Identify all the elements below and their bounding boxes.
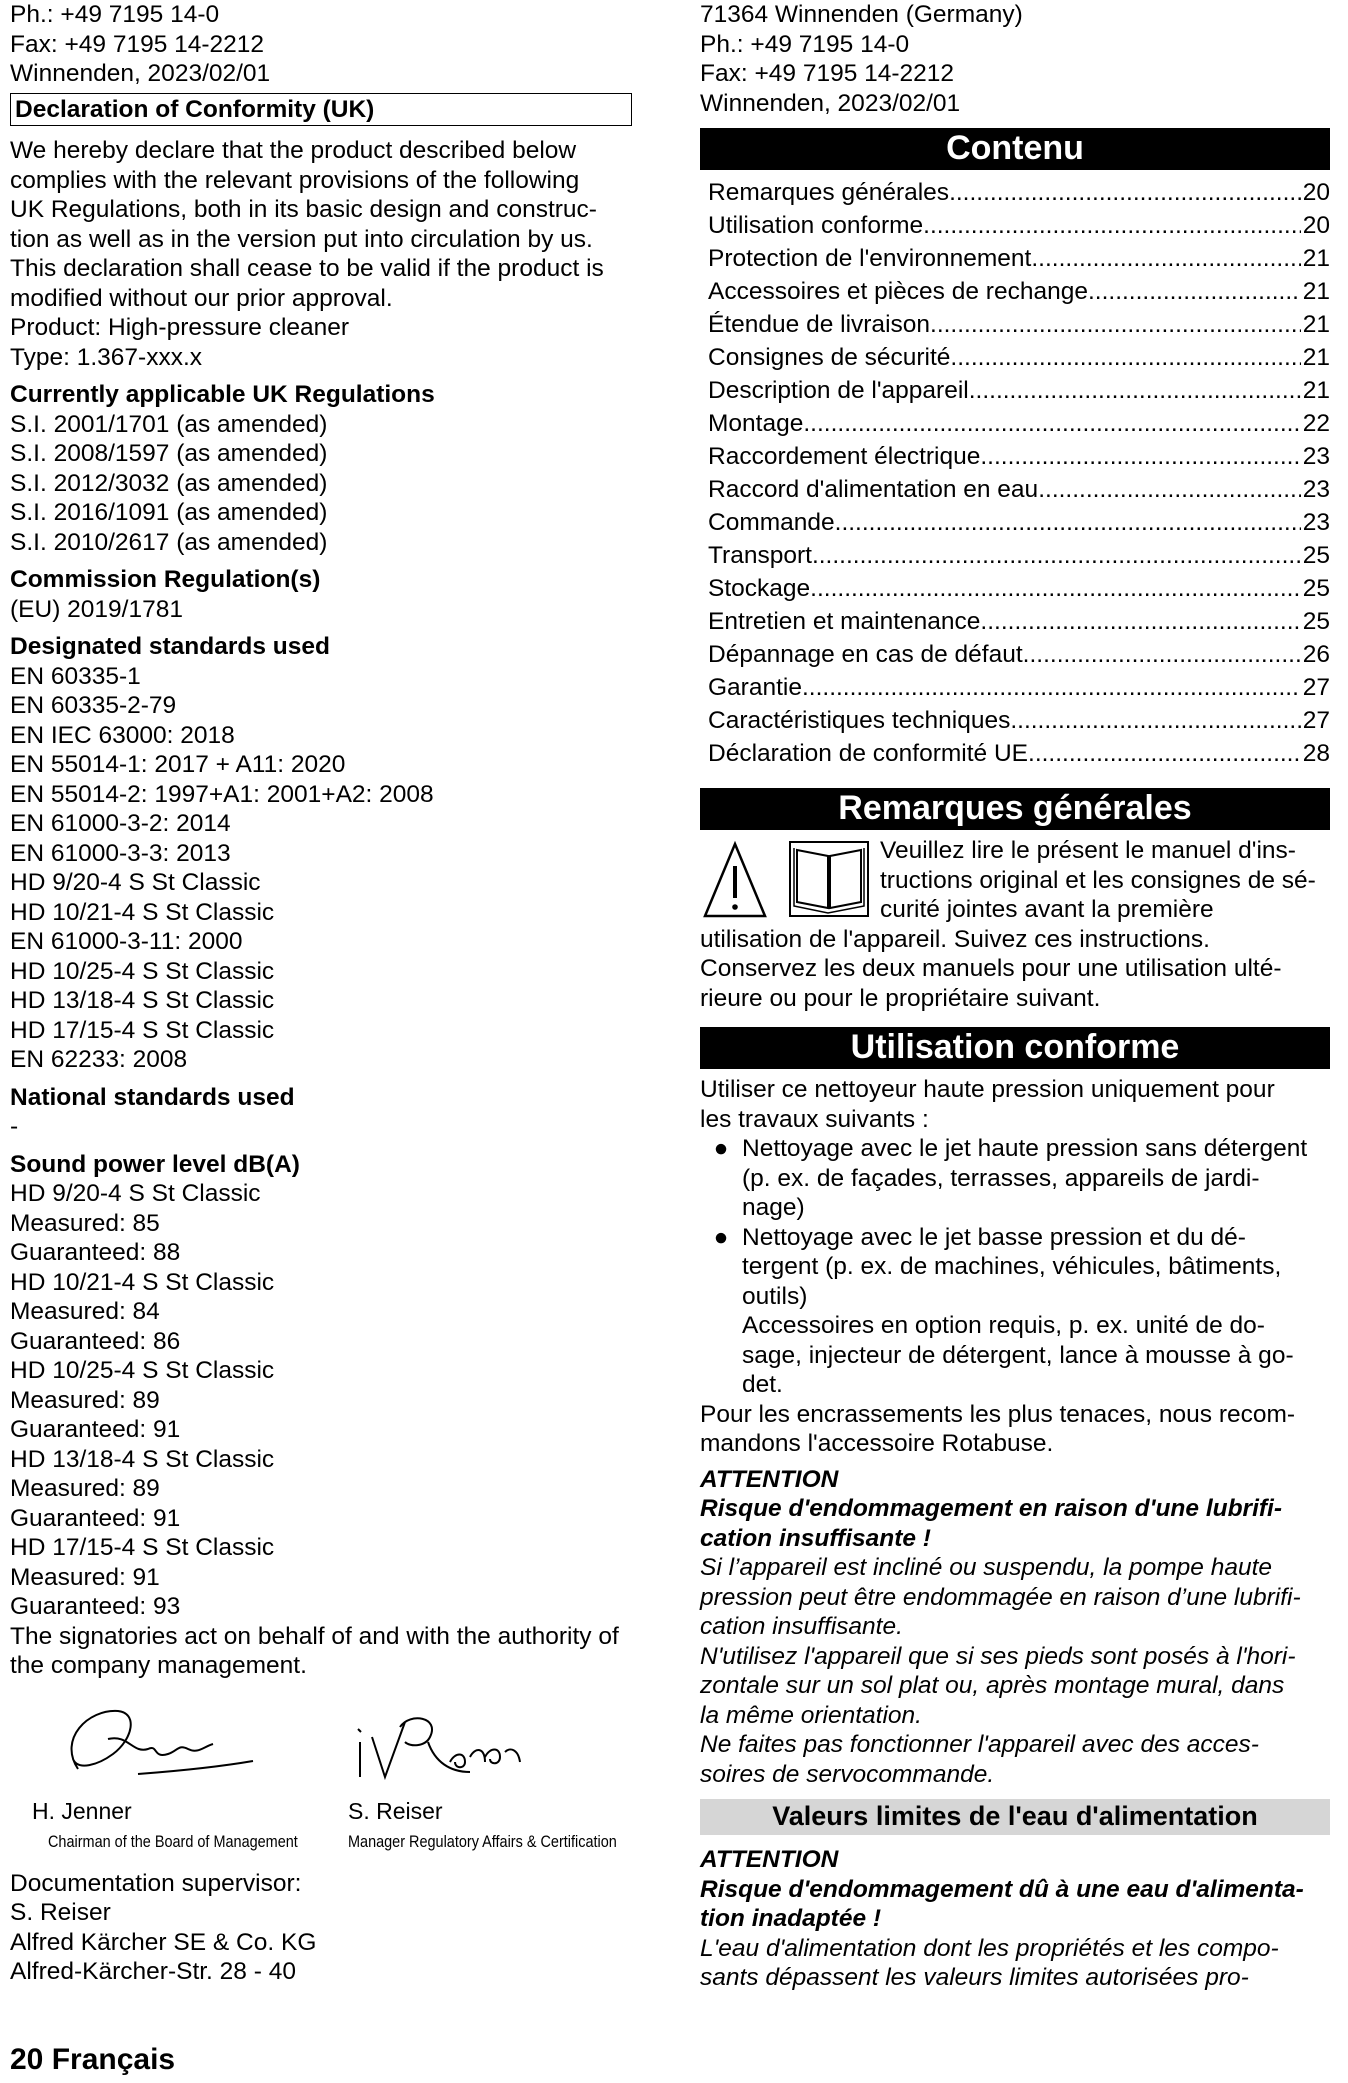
toc-page: 21: [1302, 377, 1330, 404]
attention-label: ATTENTION: [700, 1465, 839, 1493]
toc-page: 21: [1302, 278, 1330, 305]
attention-text: pression peut être endommagée en raison d’une lubrifi-: [700, 1583, 1301, 1611]
text-line: rieure ou pour le propriétaire suivant.: [700, 984, 1101, 1012]
toc-page: 27: [1302, 707, 1330, 734]
text-line: The signatories act on behalf of and with the authority of: [10, 1622, 619, 1650]
attention-title: cation insuffisante !: [700, 1524, 931, 1552]
text-line: tion as well as in the version put into circulation by us.: [10, 225, 593, 253]
list-item: S.I. 2008/1597 (as amended): [10, 440, 328, 467]
attention-text: N'utilisez l'appareil que si ses pieds sont posés à l'hori-: [700, 1642, 1296, 1670]
text-line: complies with the relevant provisions of the following: [10, 166, 580, 194]
toc-entry[interactable]: [708, 737, 1330, 770]
toc-title: Commande: [708, 509, 835, 536]
toc-page: 25: [1302, 542, 1330, 569]
toc-page: 21: [1302, 245, 1330, 272]
attention-text: Si l’appareil est incliné ou suspendu, la pompe haute: [700, 1554, 1273, 1581]
text-line: utilisation de l'appareil. Suivez ces instructions.: [700, 925, 1210, 953]
use-heading: Utilisation conforme: [700, 1027, 1330, 1069]
text-line: Nettoyage avec le jet basse pression et du dé-: [742, 1223, 1246, 1251]
toc-entry[interactable]: [708, 275, 1330, 308]
list-item: EN 60335-1: [10, 662, 141, 690]
list-item: HD 10/25-4 S St Classic: [10, 1357, 275, 1384]
toc-title: Garantie: [708, 674, 802, 701]
toc-page: 25: [1302, 575, 1330, 602]
list-item: Measured: 89: [10, 1386, 160, 1414]
contact-line: Winnenden, 2023/02/01: [700, 89, 961, 117]
bullet-item: [700, 1223, 1330, 1400]
page-number: 20: [10, 2043, 44, 2076]
toc-title: Utilisation conforme: [708, 212, 924, 239]
list-item: HD 10/21-4 S St Classic: [10, 898, 275, 926]
toc-entry[interactable]: [708, 440, 1330, 473]
signer-name: S. Reiser: [348, 1797, 443, 1824]
toc-page: 22: [1302, 410, 1330, 437]
toc-title: Raccord d'alimentation en eau: [708, 476, 1039, 503]
contact-line: 71364 Winnenden (Germany): [700, 1, 1023, 28]
list-item: EN IEC 63000: 2018: [10, 721, 235, 749]
list-item: EN 60335-2-79: [10, 692, 177, 719]
toc-title: Consignes de sécurité: [708, 344, 951, 371]
contact-block: [10, 0, 640, 89]
toc-entry[interactable]: [708, 407, 1330, 440]
toc-page: 25: [1302, 608, 1330, 635]
general-section: [700, 836, 1330, 1013]
left-column: [10, 0, 640, 1987]
list-item: HD 13/18-4 S St Classic: [10, 1445, 275, 1473]
list-item: Guaranteed: 91: [10, 1416, 181, 1443]
list-item: Guaranteed: 93: [10, 1593, 181, 1620]
section-heading: Commission Regulation(s): [10, 566, 321, 593]
list-item: HD 9/20-4 S St Classic: [10, 1180, 261, 1207]
list-item: EN 55014-2: 1997+A1: 2001+A2: 2008: [10, 780, 434, 808]
text-line: Nettoyage avec le jet haute pression sans détergent: [742, 1135, 1308, 1162]
toc-title: Montage: [708, 410, 804, 437]
text-line: nage): [742, 1194, 805, 1221]
toc-page: 23: [1302, 509, 1330, 536]
toc-title: Protection de l'environnement: [708, 245, 1032, 272]
toc-title: Étendue de livraison: [708, 311, 931, 338]
toc-page: 21: [1302, 311, 1330, 338]
signer-role: Manager Regulatory Affairs & Certification: [348, 1831, 617, 1851]
toc-page: 20: [1302, 212, 1330, 239]
toc-title: Description de l'appareil: [708, 377, 969, 404]
contents-heading: Contenu: [700, 128, 1330, 170]
contact-line: Ph.: +49 7195 14-0: [700, 30, 910, 58]
supervisor-block: [10, 1869, 640, 1987]
signer-role: Chairman of the Board of Management: [48, 1831, 298, 1851]
list-item: HD 13/18-4 S St Classic: [10, 987, 275, 1014]
toc-entry[interactable]: [708, 374, 1330, 407]
page-footer: [10, 2043, 175, 2077]
toc-title: Dépannage en cas de défaut: [708, 641, 1023, 668]
list-item: EN 55014-1: 2017 + A11: 2020: [10, 751, 346, 778]
list-item: HD 9/20-4 S St Classic: [10, 869, 261, 896]
list-item: S.I. 2001/1701 (as amended): [10, 410, 328, 438]
attention-title: tion inadaptée !: [700, 1905, 882, 1932]
text-line: mandons l'accessoire Rotabuse.: [700, 1430, 1054, 1457]
toc-title: Caractéristiques techniques: [708, 707, 1011, 734]
attention-text: sants dépassent les valeurs limites autorisées pro-: [700, 1964, 1249, 1991]
attention-text: soires de servocommande.: [700, 1760, 995, 1788]
list-item: HD 17/15-4 S St Classic: [10, 1534, 275, 1561]
signature-reiser: [350, 1707, 530, 1787]
toc-page: 26: [1302, 641, 1330, 668]
toc-entry[interactable]: [708, 209, 1330, 242]
text-line: sage, injecteur de détergent, lance à mousse à go-: [742, 1341, 1294, 1369]
list-item: S.I. 2016/1091 (as amended): [10, 499, 328, 526]
sound-power-list: [10, 1179, 640, 1622]
toc-title: Remarques générales: [708, 179, 950, 206]
toc-page: 23: [1302, 443, 1330, 470]
list-item: HD 17/15-4 S St Classic: [10, 1016, 275, 1044]
toc-entry[interactable]: [708, 176, 1330, 209]
text-line: -: [10, 1113, 19, 1140]
signatures: [10, 1699, 640, 1869]
list-item: HD 10/21-4 S St Classic: [10, 1268, 275, 1296]
text-line: Alfred-Kärcher-Str. 28 - 40: [10, 1958, 296, 1985]
list-item: EN 61000-3-2: 2014: [10, 810, 231, 837]
text-line: modified without our prior approval.: [10, 284, 393, 312]
toc-entry[interactable]: [708, 242, 1330, 275]
use-section: [700, 1075, 1330, 1789]
toc-entry[interactable]: [708, 506, 1330, 539]
list-item: EN 61000-3-11: 2000: [10, 928, 243, 955]
toc-page: 23: [1302, 476, 1330, 503]
bullet-item: [700, 1134, 1330, 1223]
bullet-icon: ●: [713, 1135, 729, 1162]
attention-text: la même orientation.: [700, 1701, 922, 1729]
designated-standards-list: [10, 662, 640, 1075]
contact-line: Fax: +49 7195 14-2212: [10, 30, 265, 58]
attention-title: Risque d'endommagement en raison d'une lubrifi-: [700, 1495, 1283, 1522]
declaration-heading: Declaration of Conformity (UK): [10, 93, 632, 127]
toc-entry[interactable]: [708, 605, 1330, 638]
attention-title: Risque d'endommagement dû à une eau d'alimenta-: [700, 1875, 1304, 1903]
attention-text: Ne faites pas fonctionner l'appareil avec des acces-: [700, 1731, 1259, 1758]
toc-entry[interactable]: [708, 638, 1330, 671]
text-line: det.: [742, 1371, 783, 1398]
text-line: This declaration shall cease to be valid if the product is: [10, 255, 604, 282]
list-item: EN 62233: 2008: [10, 1046, 188, 1073]
section-heading: Currently applicable UK Regulations: [10, 381, 435, 408]
list-item: Measured: 89: [10, 1475, 160, 1502]
bullet-icon: ●: [713, 1223, 729, 1251]
list-item: Measured: 91: [10, 1563, 160, 1591]
table-of-contents: [708, 176, 1330, 770]
list-item: EN 61000-3-3: 2013: [10, 839, 231, 867]
list-item: S.I. 2010/2617 (as amended): [10, 528, 328, 556]
toc-entry[interactable]: [708, 704, 1330, 737]
section-heading: Sound power level dB(A): [10, 1150, 300, 1178]
toc-entry[interactable]: [708, 473, 1330, 506]
attention-text: zontale sur un sol plat ou, après montage mural, dans: [700, 1672, 1285, 1699]
text-line: tructions original et les consignes de sé-: [880, 866, 1316, 894]
text-line: les travaux suivants :: [700, 1105, 929, 1133]
toc-title: Déclaration de conformité UE: [708, 740, 1029, 767]
text-line: (EU) 2019/1781: [10, 595, 183, 623]
text-line: Utiliser ce nettoyeur haute pression uniquement pour: [700, 1076, 1275, 1103]
section-heading: Designated standards used: [10, 633, 330, 660]
list-item: Measured: 85: [10, 1209, 160, 1237]
toc-page: 20: [1302, 179, 1330, 206]
toc-title: Transport: [708, 542, 812, 569]
warning-manual-icon: [700, 836, 872, 924]
toc-page: 27: [1302, 674, 1330, 701]
text-line: curité jointes avant la première: [880, 896, 1214, 923]
text-line: Veuillez lire le présent le manuel d'ins-: [880, 837, 1296, 864]
toc-entry[interactable]: [708, 308, 1330, 341]
list-item: Guaranteed: 86: [10, 1327, 181, 1355]
right-column: [700, 0, 1330, 1993]
signer-name: H. Jenner: [32, 1797, 132, 1824]
toc-entry[interactable]: [708, 572, 1330, 605]
toc-page: 28: [1302, 740, 1330, 767]
limits-heading: Valeurs limites de l'eau d'alimentation: [700, 1799, 1330, 1835]
list-item: Measured: 84: [10, 1298, 160, 1325]
text-line: (p. ex. de façades, terrasses, appareils de jardi-: [742, 1164, 1260, 1192]
contact-line: Fax: +49 7195 14-2212: [700, 60, 955, 87]
text-line: Product: High-pressure cleaner: [10, 314, 350, 341]
footer-language: Français: [51, 2043, 176, 2076]
toc-title: Stockage: [708, 575, 811, 602]
uk-regulations-list: [10, 410, 640, 558]
text-line: We hereby declare that the product described below: [10, 137, 577, 164]
text-line: Conservez les deux manuels pour une utilisation ulté-: [700, 955, 1282, 982]
list-item: Guaranteed: 91: [10, 1504, 181, 1532]
text-line: S. Reiser: [10, 1899, 111, 1926]
toc-title: Entretien et maintenance: [708, 608, 981, 635]
text-line: tergent (p. ex. de machines, véhicules, bâtiments,: [742, 1253, 1282, 1280]
text-line: Type: 1.367-xxx.x: [10, 343, 203, 371]
toc-title: Raccordement électrique: [708, 443, 981, 470]
intro-paragraph: [10, 136, 640, 372]
toc-entry[interactable]: [708, 341, 1330, 374]
text-line: the company management.: [10, 1652, 307, 1679]
list-item: Guaranteed: 88: [10, 1239, 181, 1266]
limits-section: [700, 1845, 1330, 1993]
signature-jenner: [38, 1699, 268, 1789]
section-heading: National standards used: [10, 1083, 295, 1111]
text-line: outils): [742, 1282, 808, 1310]
attention-text: L'eau d'alimentation dont les propriétés et les compo-: [700, 1934, 1279, 1962]
text-line: Accessoires en option requis, p. ex. unité de do-: [742, 1312, 1265, 1339]
text-line: Documentation supervisor:: [10, 1869, 302, 1897]
list-item: S.I. 2012/3032 (as amended): [10, 469, 328, 497]
contact-block: [700, 0, 1330, 118]
toc-title: Accessoires et pièces de rechange: [708, 278, 1088, 305]
toc-entry[interactable]: [708, 671, 1330, 704]
contact-line: Ph.: +49 7195 14-0: [10, 1, 220, 28]
attention-label: ATTENTION: [700, 1846, 839, 1873]
attention-text: cation insuffisante.: [700, 1613, 903, 1640]
text-line: Alfred Kärcher SE & Co. KG: [10, 1928, 317, 1956]
text-line: UK Regulations, both in its basic design and construc-: [10, 196, 597, 223]
list-item: HD 10/25-4 S St Classic: [10, 957, 275, 985]
toc-page: 21: [1302, 344, 1330, 371]
contact-line: Winnenden, 2023/02/01: [10, 60, 271, 87]
general-heading: Remarques générales: [700, 788, 1330, 830]
text-line: Pour les encrassements les plus tenaces, nous recom-: [700, 1400, 1296, 1428]
toc-entry[interactable]: [708, 539, 1330, 572]
